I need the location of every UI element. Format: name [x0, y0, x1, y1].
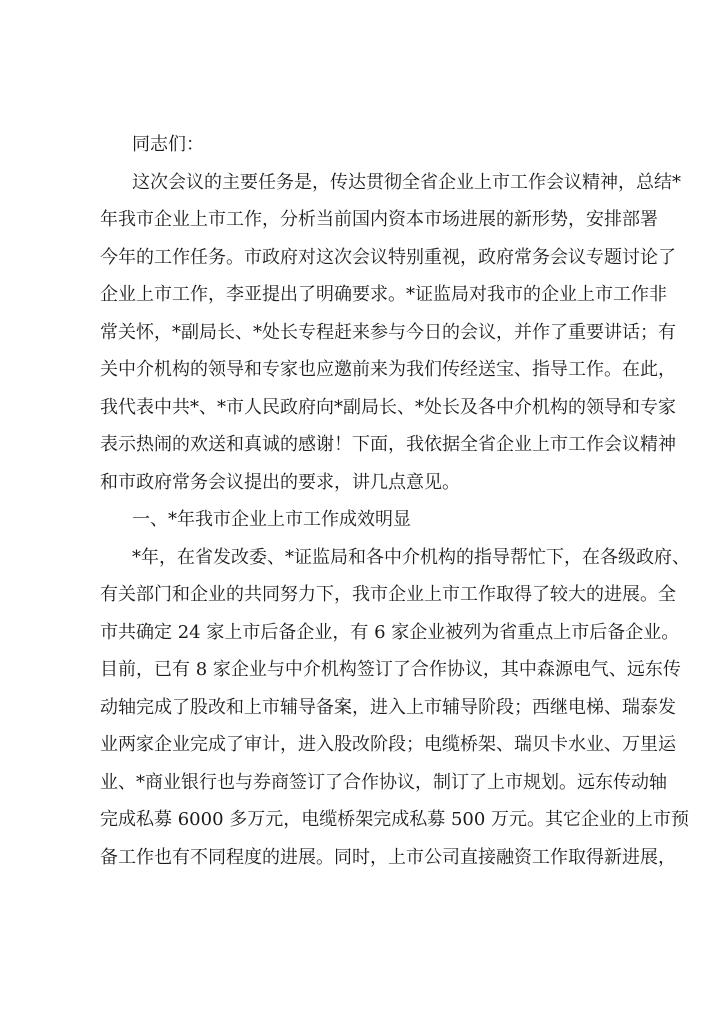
paragraph-line: 和市政府常务会议提出的要求，讲几点意见。	[100, 471, 460, 493]
paragraph-line: 常关怀，*副局长、*处长专程赶来参与今日的会议，并作了重要讲话；有	[100, 321, 676, 343]
document-body	[100, 126, 690, 876]
paragraph-line: 今年的工作任务。市政府对这次会议特别重视，政府常务会议专题讨论了	[100, 246, 676, 268]
paragraph-line: 我代表中共*、*市人民政府向*副局长、*处长及各中介机构的领导和专家	[100, 396, 676, 418]
paragraph-line: 备工作也有不同程度的进展。同时，上市公司直接融资工作取得新进展，	[100, 846, 676, 868]
paragraph-line: 企业上市工作，李亚提出了明确要求。*证监局对我市的企业上市工作非	[100, 284, 667, 305]
paragraph-line: 市共确定 24 家上市后备企业，有 6 家企业被列为省重点上市后备企业。	[100, 621, 680, 643]
paragraph-line: *年，在省发改委、*证监局和各中介机构的指导帮忙下，在各级政府、	[132, 546, 690, 568]
section-heading: 一、*年我市企业上市工作成效明显	[132, 509, 411, 530]
paragraph-line: 动轴完成了股改和上市辅导备案，进入上市辅导阶段；西继电梯、瑞泰发	[100, 696, 676, 718]
paragraph-line: 表示热闹的欢送和真诚的感谢！下面，我依据全省企业上市工作会议精神	[100, 434, 676, 455]
paragraph-line: 这次会议的主要任务是，传达贯彻全省企业上市工作会议精神，总结*	[132, 171, 681, 193]
paragraph-line: 目前，已有 8 家企业与中介机构签订了合作协议，其中森源电气、远东传	[100, 659, 681, 680]
paragraph-line: 完成私募 6000 多万元，电缆桥架完成私募 500 万元。其它企业的上市预	[100, 809, 690, 830]
paragraph-line: 有关部门和企业的共同努力下，我市企业上市工作取得了较大的进展。全	[100, 584, 676, 605]
paragraph-line: 年我市企业上市工作，分析当前国内资本市场进展的新形势，安排部署	[100, 209, 658, 230]
paragraph-line: 业两家企业完成了审计，进入股改阶段；电缆桥架、瑞贝卡水业、万里运	[100, 734, 676, 755]
salutation: 同志们：	[132, 134, 204, 155]
paragraph-line: 业、*商业银行也与券商签订了合作协议，制订了上市规划。远东传动轴	[100, 771, 667, 793]
paragraph-line: 关中介机构的领导和专家也应邀前来为我们传经送宝、指导工作。在此，	[100, 359, 676, 380]
